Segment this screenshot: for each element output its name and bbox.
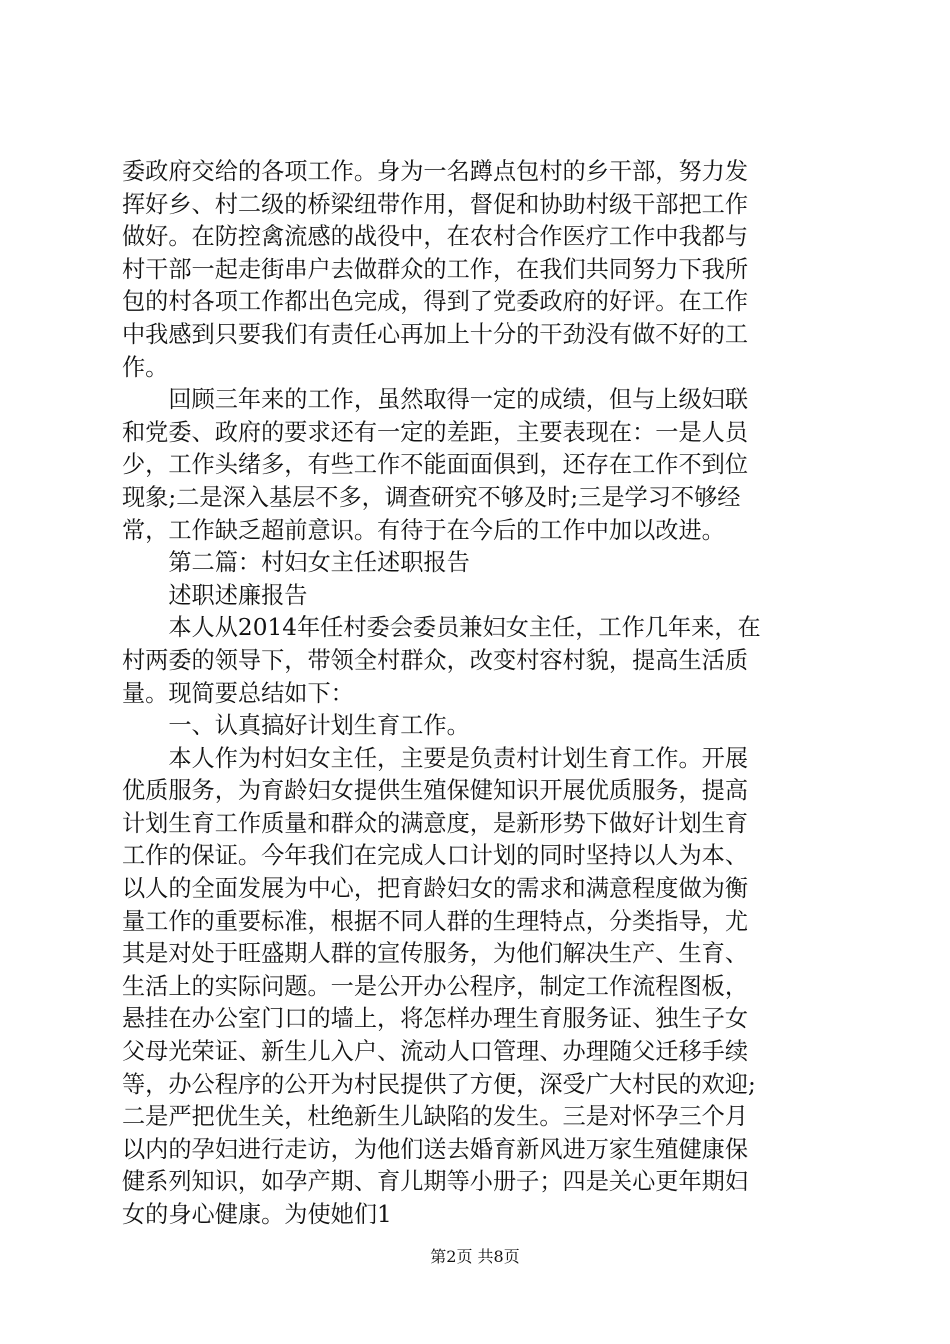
text-line: 量工作的重要标准，根据不同人群的生理特点，分类指导，尤 — [122, 907, 749, 935]
text-line: 现象;二是深入基层不多，调查研究不够及时;三是学习不够经 — [122, 483, 741, 511]
text-line: 做好。在防控禽流感的战役中，在农村合作医疗工作中我都与 — [122, 223, 749, 251]
text-line: 以人的全面发展为中心，把育龄妇女的需求和满意程度做为衡 — [122, 875, 749, 903]
text-line: 健系列知识，如孕产期、育儿期等小册子；四是关心更年期妇 — [122, 1168, 749, 1196]
text-line: 包的村各项工作都出色完成，得到了党委政府的好评。在工作 — [122, 288, 749, 316]
text-line: 和党委、政府的要求还有一定的差距，主要表现在：一是人员 — [122, 418, 749, 446]
text-line: 回顾三年来的工作，虽然取得一定的成绩，但与上级妇联 — [122, 386, 749, 414]
section-heading: 第二篇：村妇女主任述职报告 — [122, 549, 470, 577]
text-line: 委政府交给的各项工作。身为一名蹲点包村的乡干部，努力发 — [122, 158, 749, 185]
text-line: 悬挂在办公室门口的墙上，将怎样办理生育服务证、独生子女 — [122, 1005, 749, 1033]
text-line: 常，工作缺乏超前意识。有待于在今后的工作中加以改进。 — [122, 516, 725, 544]
text-line: 计划生育工作质量和群众的满意度，是新形势下做好计划生育 — [122, 809, 749, 837]
document-body — [122, 156, 832, 1232]
text-line: 生活上的实际问题。一是公开办公程序，制定工作流程图板， — [122, 972, 749, 1000]
subsection-heading: 一、认真搞好计划生育工作。 — [122, 712, 470, 740]
text-line: 村两委的领导下，带领全村群众，改变村容村貌，提高生活质 — [122, 646, 749, 674]
text-line: 少，工作头绪多，有些工作不能面面俱到，还存在工作不到位 — [122, 451, 749, 479]
text-line: 量。现简要总结如下： — [122, 679, 354, 707]
text-line: 优质服务，为育龄妇女提供生殖保健知识开展优质服务，提高 — [122, 777, 749, 805]
report-title: 述职述廉报告 — [122, 581, 308, 609]
text-line: 等，办公程序的公开为村民提供了方便，深受广大村民的欢迎; — [122, 1070, 756, 1098]
text-line: 作。 — [122, 353, 169, 381]
text-line: 工作的保证。今年我们在完成人口计划的同时坚持以人为本、 — [122, 842, 749, 870]
text-line: 村干部一起走街串户去做群众的工作，在我们共同努力下我所 — [122, 255, 749, 283]
text-line: 挥好乡、村二级的桥梁纽带作用，督促和协助村级干部把工作 — [122, 190, 749, 218]
text-line: 父母光荣证、新生儿入户、流动人口管理、办理随父迁移手续 — [122, 1038, 749, 1066]
text-line: 本人作为村妇女主任，主要是负责村计划生育工作。开展 — [122, 744, 749, 772]
page-footer: 第2页 共8页 — [430, 1247, 520, 1266]
text-line: 中我感到只要我们有责任心再加上十分的干劲没有做不好的工 — [122, 320, 749, 348]
text-line: 其是对处于旺盛期人群的宣传服务，为他们解决生产、生育、 — [122, 940, 749, 968]
text-line: 二是严把优生关，杜绝新生儿缺陷的发生。三是对怀孕三个月 — [122, 1103, 749, 1131]
text-line: 女的身心健康。为使她们1 — [122, 1201, 392, 1228]
text-line: 以内的孕妇进行走访，为他们送去婚育新风进万家生殖健康保 — [122, 1135, 749, 1163]
text-line: 本人从2014年任村委会委员兼妇女主任，工作几年来，在 — [122, 614, 761, 642]
